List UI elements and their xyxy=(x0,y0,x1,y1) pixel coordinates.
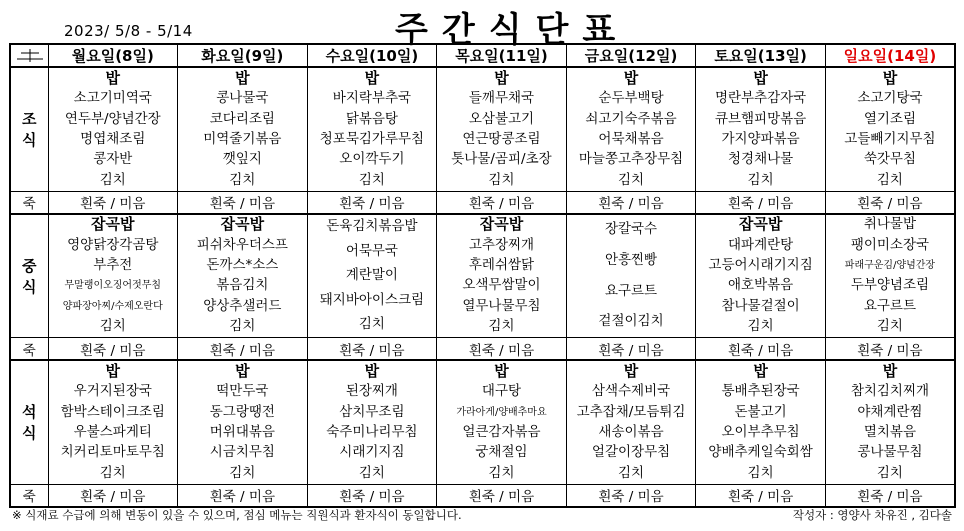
menu-item: 참나물겉절이 xyxy=(721,297,800,314)
menu-item: 김치 xyxy=(488,318,515,335)
porridge-row xyxy=(10,191,955,214)
menu-item: 돈까스*소스 xyxy=(206,257,279,274)
menu-item: 부추전 xyxy=(93,257,133,274)
menu-item: 김치 xyxy=(488,464,515,481)
menu-item: 삼색수제비국 xyxy=(591,383,671,400)
menu-item: 오색무쌈말이 xyxy=(462,277,541,294)
menu-cell xyxy=(178,67,308,191)
menu-item: 깻잎지 xyxy=(222,151,262,168)
menu-item: 닭볶음탕 xyxy=(345,110,398,127)
page-title: 주간식단표 xyxy=(395,10,630,50)
meal-label-breakfast: 조 식 xyxy=(10,67,48,191)
menu-item: 시래기지짐 xyxy=(339,444,405,461)
porridge-cell: 흰죽 / 미음 xyxy=(178,338,308,361)
menu-item: 밥 xyxy=(623,361,639,380)
porridge-cell: 흰죽 / 미음 xyxy=(825,484,955,507)
menu-item: 계란말이 xyxy=(345,267,398,284)
menu-item: 고등어시래기지짐 xyxy=(708,257,813,274)
menu-item: 김치 xyxy=(99,318,126,335)
menu-item: 청포묵김가루무침 xyxy=(319,130,425,147)
menu-item: 김치 xyxy=(229,171,256,188)
porridge-cell: 흰죽 / 미음 xyxy=(307,338,437,361)
porridge-cell: 흰죽 / 미음 xyxy=(696,191,826,214)
menu-item: 김치 xyxy=(876,464,903,481)
menu-item: 얼갈이장무침 xyxy=(591,444,671,461)
menu-item: 볶음김치 xyxy=(216,277,269,294)
menu-item: 쇠고기숙주볶음 xyxy=(585,110,677,127)
porridge-cell: 흰죽 / 미음 xyxy=(825,191,955,214)
menu-item: 대파계란탕 xyxy=(727,236,794,253)
day-header: 목요일(11일) xyxy=(437,44,567,67)
menu-item: 어묵무국 xyxy=(345,242,398,259)
menu-item: 겉절이김치 xyxy=(598,313,664,330)
day-header: 토요일(13일) xyxy=(696,44,826,67)
menu-item: 취나물밥 xyxy=(863,216,917,233)
menu-item: 김치 xyxy=(99,171,126,188)
menu-item: 소고기미역국 xyxy=(73,90,152,107)
menu-item: 들깨무채국 xyxy=(468,90,535,107)
porridge-cell: 흰죽 / 미음 xyxy=(566,484,696,507)
menu-item: 된장찌개 xyxy=(345,383,398,400)
menu-item: 잡곡밥 xyxy=(479,215,524,234)
menu-cell xyxy=(48,67,178,191)
footer-author: 작성자 : 영양사 차유진 , 김다솔 xyxy=(792,508,952,522)
menu-item: 동그랑땡전 xyxy=(209,403,275,420)
day-header: 금요일(12일) xyxy=(566,44,696,67)
menu-item: 김치 xyxy=(876,318,903,335)
menu-item: 명엽채조림 xyxy=(80,130,146,147)
menu-item: 밥 xyxy=(623,68,639,87)
menu-item: 잡곡밥 xyxy=(220,215,265,234)
menu-item: 두부양념조림 xyxy=(850,277,930,294)
menu-item: 김치 xyxy=(229,318,256,335)
menu-item: 가라아게/양배추마요 xyxy=(456,406,547,418)
menu-item: 밥 xyxy=(494,361,509,380)
corner-cell xyxy=(10,44,48,67)
menu-item: 밥 xyxy=(105,361,121,380)
menu-item: 고들빼기지무침 xyxy=(844,130,936,147)
menu-item: 밥 xyxy=(235,68,250,87)
menu-item: 영양닭장각곰탕 xyxy=(67,236,159,253)
menu-item: 대구탕 xyxy=(481,383,522,400)
menu-cell xyxy=(566,214,696,338)
menu-item: 피쉬차우더스프 xyxy=(196,236,288,253)
menu-cell xyxy=(825,360,955,484)
menu-item: 요구르트 xyxy=(604,282,658,299)
porridge-cell: 흰죽 / 미음 xyxy=(48,338,178,361)
menu-item: 큐브햄피망볶음 xyxy=(714,110,807,127)
menu-cell xyxy=(566,360,696,484)
menu-item: 안흥찐빵 xyxy=(604,251,658,268)
porridge-cell: 흰죽 / 미음 xyxy=(48,191,178,214)
menu-item: 새송이볶음 xyxy=(598,423,664,440)
menu-item: 김치 xyxy=(747,171,774,188)
menu-item: 얼큰감자볶음 xyxy=(462,423,541,440)
menu-item: 밥 xyxy=(753,68,768,87)
menu-cell xyxy=(696,214,826,338)
menu-item: 김치 xyxy=(747,318,774,335)
menu-item: 순두부백탕 xyxy=(598,90,664,107)
menu-cell xyxy=(825,214,955,338)
menu-cell xyxy=(566,67,696,191)
menu-cell xyxy=(48,360,178,484)
menu-item: 열기조림 xyxy=(863,110,917,127)
menu-item: 가지양파볶음 xyxy=(721,130,800,147)
menu-item: 콩자반 xyxy=(93,151,133,168)
menu-item: 잡곡밥 xyxy=(91,215,135,234)
menu-item: 양상추샐러드 xyxy=(203,297,282,314)
breakfast-row xyxy=(10,67,955,191)
menu-item: 고추장찌개 xyxy=(468,236,535,253)
menu-item: 우불스파게티 xyxy=(73,423,152,440)
menu-item: 밥 xyxy=(494,68,509,87)
day-header: 수요일(10일) xyxy=(307,44,437,67)
menu-item: 시금치무침 xyxy=(209,444,275,461)
menu-cell xyxy=(437,67,567,191)
day-header: 화요일(9일) xyxy=(178,44,308,67)
menu-item: 치커리토마토무침 xyxy=(60,444,165,461)
menu-item: 쑥갓무침 xyxy=(863,151,917,168)
menu-item: 미역줄기볶음 xyxy=(203,130,282,147)
menu-item: 김치 xyxy=(99,464,126,481)
menu-item: 우거지된장국 xyxy=(73,383,152,400)
porridge-cell: 흰죽 / 미음 xyxy=(307,484,437,507)
menu-item: 돈불고기 xyxy=(734,403,787,420)
menu-item: 떡만두국 xyxy=(216,383,269,400)
menu-item: 밥 xyxy=(882,361,898,380)
menu-item: 김치 xyxy=(358,464,385,481)
porridge-row xyxy=(10,338,955,361)
menu-item: 무말랭이오징어젓무침 xyxy=(64,280,162,292)
menu-item: 김치 xyxy=(229,464,256,481)
menu-item: 팽이미소장국 xyxy=(850,236,930,253)
menu-cell xyxy=(825,67,955,191)
menu-cell xyxy=(307,360,437,484)
menu-cell xyxy=(437,214,567,338)
menu-item: 양파장아찌/수제오란다 xyxy=(62,300,163,312)
menu-item: 돼지바아이스크림 xyxy=(319,291,425,308)
porridge-cell: 흰죽 / 미음 xyxy=(825,338,955,361)
menu-item: 멸치볶음 xyxy=(863,423,917,440)
menu-item: 연근땅콩조림 xyxy=(462,130,541,147)
porridge-cell: 흰죽 / 미음 xyxy=(437,191,567,214)
lunch-row xyxy=(10,214,955,338)
meal-label-porridge: 죽 xyxy=(10,484,48,507)
porridge-cell: 흰죽 / 미음 xyxy=(178,484,308,507)
day-header-row xyxy=(10,44,955,67)
porridge-cell: 흰죽 / 미음 xyxy=(566,191,696,214)
menu-item: 오이깍두기 xyxy=(339,151,405,168)
meal-label-porridge: 죽 xyxy=(10,191,48,214)
menu-item: 머위대볶음 xyxy=(209,423,275,440)
menu-item: 삼치무조림 xyxy=(339,403,405,420)
meal-label-porridge: 죽 xyxy=(10,338,48,361)
menu-item: 밥 xyxy=(753,361,768,380)
porridge-cell: 흰죽 / 미음 xyxy=(696,484,826,507)
porridge-cell: 흰죽 / 미음 xyxy=(48,484,178,507)
menu-item: 콩나물국 xyxy=(216,90,269,107)
menu-item: 애호박볶음 xyxy=(727,277,794,294)
menu-item: 김치 xyxy=(617,464,645,481)
menu-item: 숙주미나리무침 xyxy=(326,423,418,440)
menu-item: 오삼불고기 xyxy=(468,110,535,127)
porridge-cell: 흰죽 / 미음 xyxy=(307,191,437,214)
date-range: 2023/ 5/8 - 5/14 xyxy=(64,22,193,40)
menu-item: 오이부추무침 xyxy=(721,423,800,440)
menu-item: 밥 xyxy=(364,68,380,87)
menu-item: 명란부추감자국 xyxy=(714,90,807,107)
menu-item: 고추잡채/모듬튀김 xyxy=(576,403,686,420)
meal-label-dinner: 석 식 xyxy=(10,360,48,484)
menu-item: 잡곡밥 xyxy=(738,215,783,234)
meal-label-lunch: 중 식 xyxy=(10,214,48,338)
menu-item: 궁채절임 xyxy=(475,444,528,461)
menu-item: 통배추된장국 xyxy=(721,383,800,400)
menu-cell xyxy=(437,360,567,484)
menu-item: 바지락부추국 xyxy=(332,90,412,107)
menu-item: 김치 xyxy=(358,316,385,333)
menu-cell xyxy=(48,214,178,338)
porridge-cell: 흰죽 / 미음 xyxy=(437,338,567,361)
menu-item: 파래구운김/양념간장 xyxy=(844,260,936,272)
menu-item: 야채계란찜 xyxy=(857,403,923,420)
porridge-cell: 흰죽 / 미음 xyxy=(437,484,567,507)
menu-cell xyxy=(696,67,826,191)
menu-cell xyxy=(178,214,308,338)
menu-item: 장칼국수 xyxy=(604,221,658,238)
menu-item: 후레쉬쌈닭 xyxy=(468,257,535,274)
porridge-row xyxy=(10,484,955,507)
porridge-cell: 흰죽 / 미음 xyxy=(566,338,696,361)
menu-item: 돈육김치볶음밥 xyxy=(326,218,418,235)
corner-icon xyxy=(11,45,49,66)
menu-item: 양배추케일숙회쌈 xyxy=(708,444,813,461)
menu-item: 청경채나물 xyxy=(727,151,794,168)
menu-item: 코다리조림 xyxy=(209,110,275,127)
menu-item: 열무나물무침 xyxy=(462,297,541,314)
menu-cell xyxy=(178,360,308,484)
menu-item: 밥 xyxy=(882,68,898,87)
day-header: 월요일(8일) xyxy=(48,44,178,67)
menu-cell xyxy=(307,67,437,191)
footer-note: ※ 식재료 수급에 의해 변동이 있을 수 있으며, 점심 메뉴는 직원식과 환자식이 동일합니다. xyxy=(12,508,462,522)
menu-item: 어묵채볶음 xyxy=(598,130,664,147)
menu-item: 김치 xyxy=(617,171,645,188)
menu-item: 소고기탕국 xyxy=(857,90,923,107)
porridge-cell: 흰죽 / 미음 xyxy=(696,338,826,361)
menu-item: 밥 xyxy=(235,361,250,380)
menu-item: 밥 xyxy=(105,68,121,87)
menu-item: 김치 xyxy=(358,171,385,188)
menu-item: 함박스테이크조림 xyxy=(60,403,165,420)
menu-item: 밥 xyxy=(364,361,380,380)
menu-item: 톳나물/곰피/초장 xyxy=(451,151,552,168)
menu-item: 마늘쫑고추장무침 xyxy=(578,151,684,168)
dinner-row xyxy=(10,360,955,484)
menu-item: 요구르트 xyxy=(863,297,917,314)
menu-item: 김치 xyxy=(876,171,903,188)
menu-item: 연두부/양념간장 xyxy=(64,110,161,127)
porridge-cell: 흰죽 / 미음 xyxy=(178,191,308,214)
menu-item: 참치김치찌개 xyxy=(850,383,930,400)
menu-cell xyxy=(696,360,826,484)
day-header-sunday: 일요일(14일) xyxy=(825,44,955,67)
menu-table xyxy=(9,43,956,508)
menu-item: 김치 xyxy=(747,464,774,481)
menu-cell xyxy=(307,214,437,338)
menu-item: 콩나물무침 xyxy=(857,444,923,461)
menu-item: 김치 xyxy=(488,171,515,188)
